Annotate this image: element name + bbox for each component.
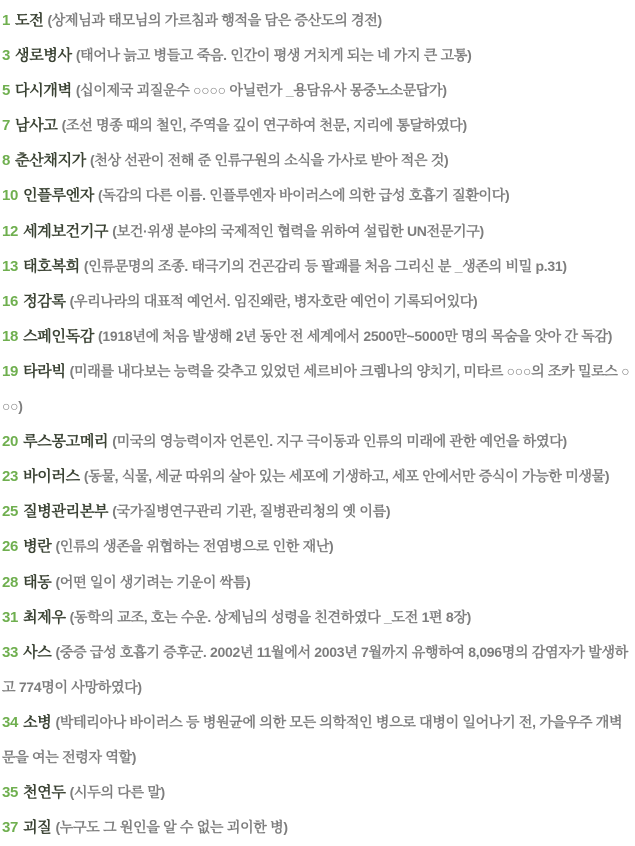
clue-term: 생로병사 [15,47,72,65]
clue-number: 25 [2,503,19,521]
clue-item [2,178,635,213]
clue-term: 최제우 [23,608,66,626]
clue-number: 23 [2,468,19,486]
clue-term: 스페인독감 [23,327,95,345]
clue-description: (인류의 생존을 위협하는 전염병으로 인한 재난) [55,538,334,555]
clue-term: 태호복희 [23,257,80,275]
clue-item [2,565,635,600]
clue-term: 도전 [15,12,44,29]
clue-number: 37 [2,819,19,837]
clue-number: 16 [2,292,19,310]
clue-description: (박테리아나 바이러스 등 병원균에 의한 모든 의학적인 병으로 대병이 일어나기 전, 가을우주 개벽문을 여는 전령자 역할) [2,713,623,765]
clue-number: 7 [2,117,11,135]
clue-number: 13 [2,257,19,275]
clue-item [2,424,635,459]
clue-item [2,494,635,529]
clue-item [2,3,635,38]
clue-item [2,108,635,143]
clue-term: 바이러스 [23,468,80,486]
clue-term: 타라빅 [23,362,66,380]
clue-item [2,249,635,284]
clue-term: 인플루엔자 [23,187,95,205]
clue-term: 천연두 [23,784,66,802]
clue-description: (어떤 일이 생기려는 기운이 싹틈) [55,573,251,590]
clue-item [2,38,635,73]
clue-item [2,354,635,424]
clue-term: 남사고 [15,117,58,135]
clue-number: 5 [2,82,11,100]
clue-description: (시두의 다른 말) [69,784,165,801]
clue-description: (조선 명종 때의 철인, 주역을 깊이 연구하여 천문, 지리에 통달하였다) [61,117,467,134]
clue-number: 28 [2,573,19,591]
clue-item [2,529,635,564]
clue-item [2,459,635,494]
clue-term: 세계보건기구 [23,222,109,240]
clue-term: 정감록 [23,292,66,310]
clue-description: (국가질병연구관리 기관, 질병관리청의 옛 이름) [112,503,391,520]
clue-description: (십이제국 괴질운수 ○○○○ 아닐런가 _용담유사 몽중노소문답가) [75,82,447,99]
clue-term: 괴질 [23,819,52,837]
clue-number: 12 [2,222,19,240]
clue-item [2,143,635,178]
clue-item [2,319,635,354]
clue-item [2,600,635,635]
clue-item [2,73,635,108]
clue-term: 질병관리본부 [23,503,109,521]
clue-description: (독감의 다른 이름. 인플루엔자 바이러스에 의한 급성 호흡기 질환이다) [98,187,510,204]
clue-number: 19 [2,362,19,380]
clue-description: (천상 선관이 전해 준 인류구원의 소식을 가사로 받아 적은 것) [90,152,449,169]
clue-number: 18 [2,327,19,345]
clue-term: 다시개벽 [15,82,72,100]
clue-item [2,705,635,775]
clue-item [2,284,635,319]
clue-term: 병란 [23,538,52,556]
clue-number: 26 [2,538,19,556]
clue-description: (태어나 늙고 병들고 죽음. 인간이 평생 거치게 되는 네 가지 큰 고통) [75,47,472,64]
clue-description: (우리나라의 대표적 예언서. 임진왜란, 병자호란 예언이 기록되어있다) [69,292,478,309]
clue-description: (동학의 교조, 호는 수운. 상제님의 성령을 친견하였다 _도전 1편 8장) [69,608,471,625]
clue-number: 34 [2,713,19,731]
clue-term: 사스 [23,643,52,661]
clue-description: (1918년에 처음 발생해 2년 동안 전 세계에서 2500만~5000만 명의 목숨을 앗아 간 독감) [98,327,613,344]
clue-number: 20 [2,433,19,451]
clue-term: 태동 [23,573,52,591]
clue-number: 35 [2,784,19,802]
clue-number: 3 [2,47,11,65]
clue-term: 루스몽고메리 [23,433,109,451]
clue-description: (인류문명의 조종. 태극기의 건곤감리 등 팔괘를 처음 그리신 분 _생존의 비밀 p.31) [83,257,567,274]
clue-item [2,810,635,845]
clue-description: (중증 급성 호흡기 증후군. 2002년 11월에서 2003년 7월까지 유행하여 8,096명의 감염자가 발생하고 774명이 사망하였다) [2,643,628,695]
clue-item [2,635,635,705]
clue-description: (미래를 내다보는 능력을 갖추고 있었던 세르비아 크렘나의 양치기, 미타르 ○○○의 조카 밀로스 ○○○) [2,362,630,415]
clue-item [2,775,635,810]
clue-number: 33 [2,643,19,661]
clue-term: 소병 [23,713,52,731]
clue-number: 31 [2,608,19,626]
clue-description: (미국의 영능력이자 언론인. 지구 극이동과 인류의 미래에 관한 예언을 하였다) [112,433,567,450]
clue-description: (누구도 그 원인을 알 수 없는 괴이한 병) [55,819,288,836]
clue-number: 10 [2,187,19,205]
clue-number: 8 [2,152,11,170]
clue-description: (동물, 식물, 세균 따위의 살아 있는 세포에 기생하고, 세포 안에서만 증식이 가능한 미생물) [83,468,610,485]
clue-number: 1 [2,12,11,29]
clue-description: (상제님과 태모님의 가르침과 행적을 담은 증산도의 경전) [47,12,382,28]
clue-item [2,214,635,249]
clue-description: (보건·위생 분야의 국제적인 협력을 위하여 설립한 UN전문기구) [112,222,484,239]
clue-term: 춘산채지가 [15,152,86,170]
